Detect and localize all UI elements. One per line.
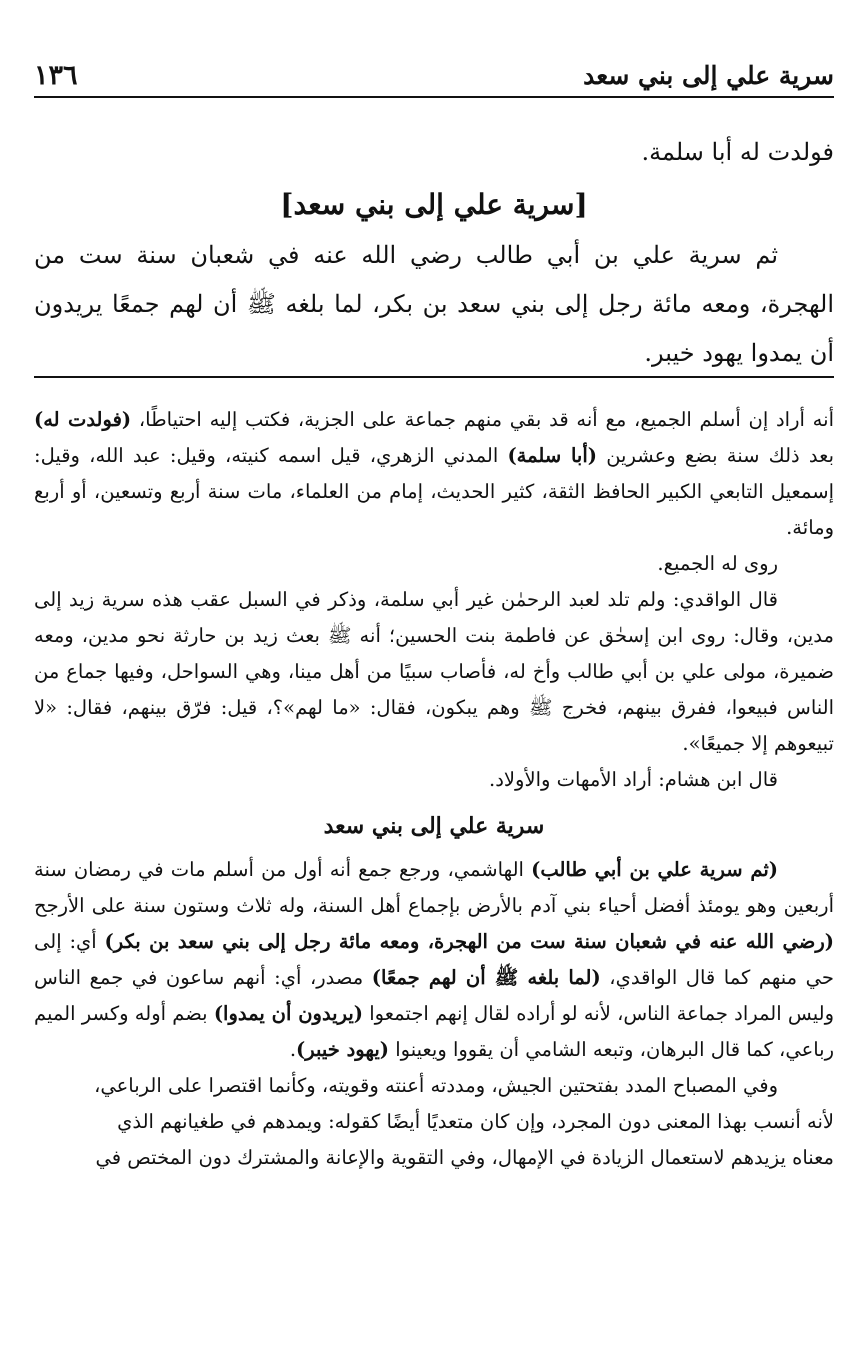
commentary-paragraph-5: [34, 852, 834, 1068]
quoted-matn: (يهود خيبر): [296, 1038, 390, 1061]
quoted-matn: (لما بلغه ﷺ أن لهم جمعًا): [371, 966, 601, 989]
main-text: [34, 128, 834, 378]
page-header: [34, 54, 834, 98]
commentary-section-title: سرية علي إلى بني سعد: [323, 813, 545, 839]
text-span: أنه أراد إن أسلم الجميع، مع أنه قد بقي منهم جماعة على الجزية، فكتب إليه احتياطًا،: [131, 408, 834, 431]
commentary: [34, 402, 834, 1176]
intro-line: فولدت له أبا سلمة.: [641, 138, 834, 166]
quoted-matn: (رضي الله عنه في شعبان سنة ست من الهجرة، ومعه مائة رجل إلى بني سعد بن بكر): [104, 930, 834, 953]
text-span: المدني الزهري، قيل اسمه كنيته، وقيل: عبد الله، وقيل: إسمعيل التابعي الكبير الحافظ الثقة، كثير الحديث، إمام من العلماء، مات سنة أربع وتسعين، أو أربع ومائة.: [34, 444, 834, 539]
quoted-matn: (ثم سرية علي بن أبي طالب): [531, 858, 778, 881]
commentary-paragraph-6: وفي المصباح المدد بفتحتين الجيش، ومددته أعنته وقويته، وكأنما اقتصرا على الرباعي،: [94, 1074, 778, 1097]
text-span: بضم أوله وكسر الميم رباعي، كما قال البرهان، وتبعه الشامي أن يقووا ويعينوا: [34, 1002, 834, 1061]
quoted-matn: (فولدت له): [34, 408, 132, 431]
text-span: .: [289, 1038, 297, 1061]
text-span: أي: إلى حي منهم كما قال الواقدي،: [34, 930, 834, 989]
text-span: مصدر، أي: أنهم ساعون في جمع الناس وليس المراد جماعة الناس، لأنه لو أراده لقال إنهم اجتمعوا: [34, 966, 834, 1025]
running-title: سرية علي إلى بني سعد: [583, 60, 834, 90]
text-span: الهاشمي، ورجع جمع أنه أول من أسلم مات في رمضان سنة أربعين وهو يومئذ أفضل أحياء بني آدم بالأرض بإجماع أهل السنة، وله ثلاث وستون سنة على الأرجح: [34, 858, 834, 917]
commentary-paragraph-4: قال ابن هشام: أراد الأمهات والأولاد.: [489, 768, 778, 791]
text-span: بعد ذلك سنة بضع وعشرين: [597, 444, 834, 467]
quoted-matn: (أبا سلمة): [507, 444, 597, 467]
page-number: ١٣٦: [34, 59, 78, 91]
section-paragraph: ثم سرية علي بن أبي طالب رضي الله عنه في شعبان سنة ست من الهجرة، ومعه مائة رجل إلى بني سعد بن بكر، لما بلغه ﷺ أن لهم جمعًا يريدون أن يمدوا يهود خيبر.: [34, 241, 834, 367]
separator-rule: [34, 376, 834, 378]
commentary-paragraph-3: قال الواقدي: ولم تلد لعبد الرحمٰن غير أبي سلمة، وذكر في السبل عقب هذه سرية زيد إلى مدين، وقال: روى ابن إسحٰق عن فاطمة بنت الحسين؛ أنه ﷺ بعث زيد بن حارثة نحو مدين، ومعه ضميرة، مولى علي بن أبي طالب وأخ له، فأصاب سبيًا من أهل مينا، وهي السواحل، وفيها جماع من الناس فبيعوا، ففرق بينهم، فخرج ﷺ وهم يبكون، فقال: «ما لهم»؟، قيل: فرّق بينهم، فقال: «لا تبيعوهم إلا جميعًا».: [34, 588, 834, 755]
section-title: [سرية علي إلى بني سعد]: [280, 188, 588, 221]
commentary-paragraph-1: [34, 402, 834, 546]
commentary-line-7: لأنه أنسب بهذا المعنى دون المجرد، وإن كان متعديًا أيضًا كقوله: ويمدهم في طغيانهم الذي: [117, 1110, 834, 1133]
commentary-paragraph-2: روى له الجميع.: [657, 552, 778, 575]
quoted-matn: (يريدون أن يمدوا): [213, 1002, 364, 1025]
commentary-line-8: معناه يزيدهم لاستعمال الزيادة في الإمهال، وفي التقوية والإعانة والمشترك دون المختص في: [95, 1146, 834, 1169]
